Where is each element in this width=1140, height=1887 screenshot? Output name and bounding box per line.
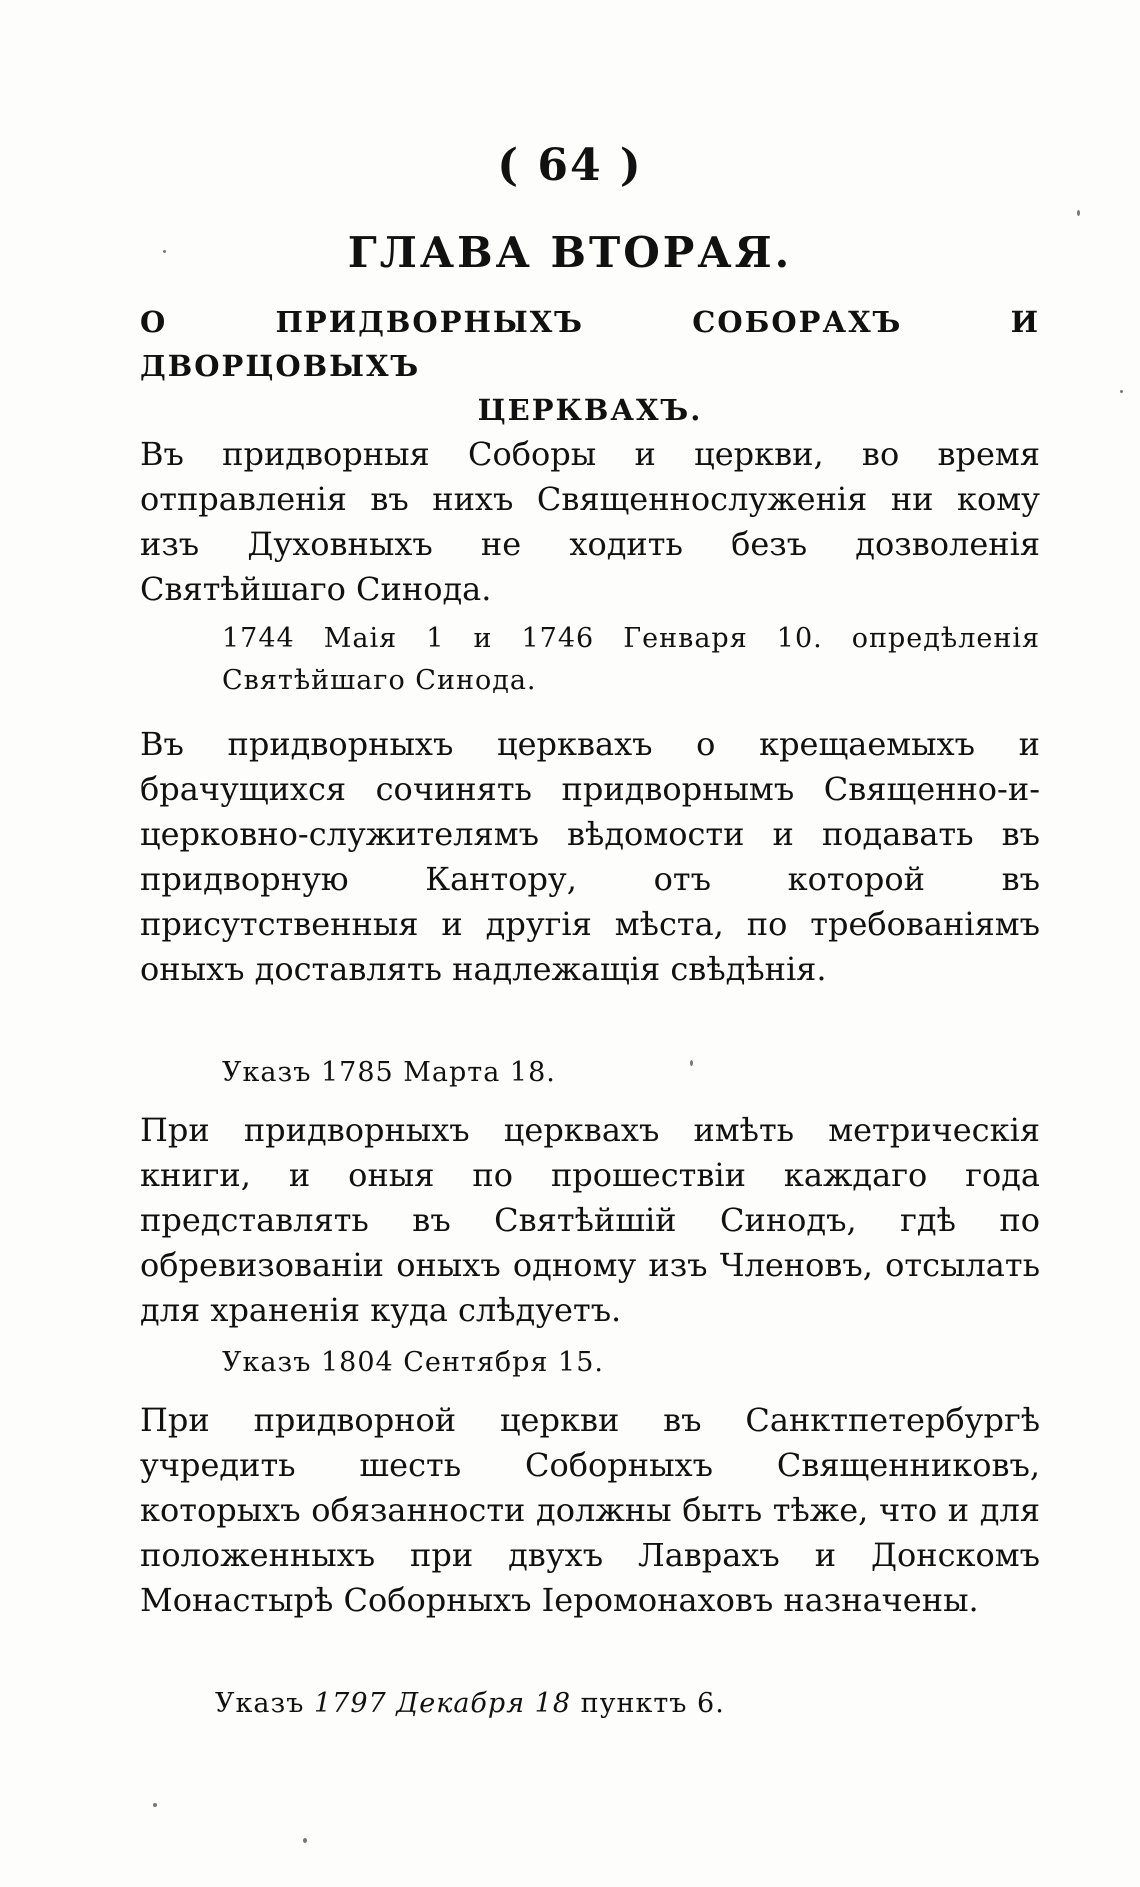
citation-3: Указъ 1804 Сентября 15. [222, 1347, 604, 1378]
section-title-line-1: О ПРИДВОРНЫХЪ СОБОРАХЪ И ДВОРЦОВЫХЪ [140, 305, 1040, 383]
citation-4 [215, 1683, 725, 1725]
chapter-title: ГЛАВА ВТОРАЯ. [347, 228, 793, 277]
scan-speck [163, 250, 166, 253]
paragraph-2: Въ придворныхъ церквахъ о крещаемыхъ и брачущихся сочинять придворнымъ Священно-и-церковно-служителямъ вѣдомости и подавать въ придворную Кантору, отъ которой въ присутственныя и другія мѣста, по требованіямъ оныхъ доставлять надлежащія свѣдѣнія. [140, 725, 1040, 988]
scan-speck [690, 1060, 693, 1066]
scan-speck [1120, 390, 1123, 393]
paragraph-3: При придворныхъ церквахъ имѣть метрическія книги, и оныя по прошествіи каждаго года представлять въ Святѣйшій Синодъ, гдѣ по обревизованіи оныхъ одному изъ Членовъ, отсылать для храненія куда слѣдуетъ. [140, 1111, 1040, 1329]
citation-2: Указъ 1785 Марта 18. [222, 1057, 556, 1088]
scan-speck [303, 1838, 307, 1843]
paragraph-4: При придворной церкви въ Санктпетербургѣ учредить шесть Соборныхъ Священниковъ, которыхъ обязанности должны быть тѣже, что и для положенныхъ при двухъ Лаврахъ и Донскомъ Монастырѣ Соборныхъ Іеромонаховъ назначены. [140, 1401, 1040, 1619]
section-title [140, 300, 1040, 432]
scan-speck [153, 1803, 157, 1807]
page-number: ( 64 ) [497, 140, 643, 191]
paragraph-1: Въ придворныя Соборы и церкви, во время отправленія въ нихъ Священнослуженія ни кому изъ Духовныхъ не ходить безъ дозволенія Святѣйшаго Синода. [140, 435, 1040, 608]
citation-1: 1744 Маія 1 и 1746 Генваря 10. опредѣленія Святѣйшаго Синода. [222, 623, 1040, 696]
citation-4-prefix: Указъ [215, 1688, 305, 1719]
section-title-line-2: ЦЕРКВАХЪ. [477, 393, 703, 427]
citation-4-suffix: пунктъ 6. [580, 1688, 725, 1719]
citation-4-date: 1797 Декабря 18 [313, 1688, 572, 1719]
scan-speck [1077, 210, 1080, 216]
